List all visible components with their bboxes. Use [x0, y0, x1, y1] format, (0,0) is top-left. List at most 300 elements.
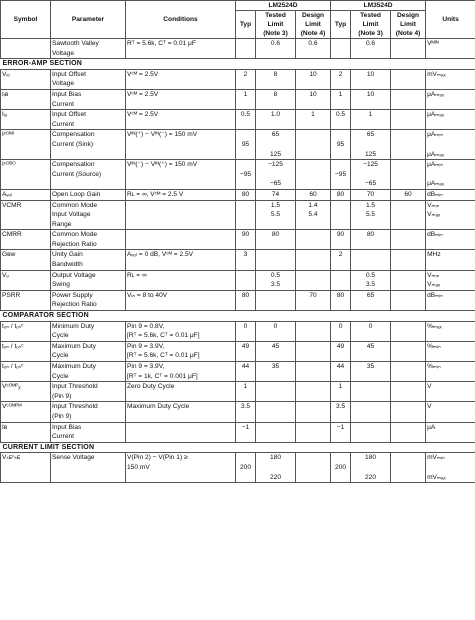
conditions-cell [126, 160, 236, 190]
cell-line: 0.6 [365, 40, 376, 47]
parameter-cell [51, 69, 126, 89]
lm2524d-tested-limit-cell [256, 362, 296, 382]
conditions-cell [126, 422, 236, 442]
header-design-line: (Note 4) [395, 30, 421, 37]
conditions-cell [126, 290, 236, 310]
lm2524d-typ-cell [236, 110, 256, 130]
units-cell [426, 89, 475, 109]
cell-line [332, 160, 349, 170]
cell-line [237, 150, 254, 160]
cell-line: 0 [368, 322, 373, 330]
cell-line: 2 [338, 251, 343, 259]
cell-line: 8 [273, 70, 278, 78]
cell-line: 0 [273, 322, 278, 330]
lm2524d-design-limit-cell [296, 382, 331, 402]
table-row [1, 130, 475, 160]
cell-line [332, 453, 349, 463]
cell-line [392, 382, 424, 392]
cell-line: Open Loop Gain [52, 190, 101, 198]
cell-line: 1 [243, 383, 248, 391]
lm2524d-tested-limit-cell [256, 69, 296, 89]
cell-line [332, 179, 349, 189]
lm3524d-tested-limit-cell [351, 453, 391, 483]
cell-line: 0 [243, 322, 248, 330]
cell-line: 5.4 [308, 211, 318, 219]
cell-line: Pin 9 = 0.8V, [127, 322, 165, 330]
lm2524d-tested-limit-cell [256, 189, 296, 200]
cell-line: Current [52, 433, 74, 441]
lm2524d-design-limit-cell [296, 321, 331, 341]
cell-line [297, 322, 329, 332]
conditions-cell [126, 130, 236, 160]
units-cell [426, 160, 475, 190]
units-cell [426, 422, 475, 442]
units-cell [426, 230, 475, 250]
cell-line [332, 473, 349, 483]
cell-line [392, 160, 424, 170]
cell-line: Common Mode [52, 231, 98, 239]
cell-line [392, 70, 424, 80]
lm3524d-typ-cell [331, 230, 351, 250]
lm3524d-typ-cell [331, 362, 351, 382]
cell-line [332, 271, 349, 281]
lm2524d-typ-cell [236, 402, 256, 422]
cell-line: Power Supply [52, 291, 93, 299]
lm3524d-typ-cell [331, 250, 351, 270]
table-row [1, 270, 475, 290]
cell-line: Vᶜᴹ = 2.5V [127, 70, 159, 78]
parameter-cell [51, 110, 126, 130]
cell-line: Rejection Ratio [52, 240, 97, 248]
cell-line: Pin 9 = 3.9V, [127, 342, 165, 350]
cell-line: 10 [309, 90, 317, 98]
cell-line [332, 201, 349, 211]
symbol-cell [1, 39, 51, 59]
cell-line: Zero Duty Cycle [127, 383, 175, 391]
lm2524d-typ-cell [236, 453, 256, 483]
header-design-limit [391, 11, 426, 39]
lm2524d-typ-cell [236, 321, 256, 341]
cell-line: Cycle [52, 352, 69, 360]
cell-line: 0 [338, 322, 343, 330]
conditions-cell [126, 39, 236, 59]
cell-line [297, 423, 329, 433]
cell-line [127, 423, 234, 433]
header-group-lm3524d: LM3524D [331, 1, 426, 11]
header-design-line: Limit [400, 21, 416, 28]
conditions-cell [126, 69, 236, 89]
symbol-cell: Vₒ [1, 270, 51, 290]
cell-line: 180 [269, 454, 281, 462]
parameter-cell [51, 453, 126, 483]
cell-line [392, 453, 424, 463]
table-row [1, 39, 475, 59]
cell-line: Minimum Duty [52, 322, 95, 330]
cell-line: −65 [364, 180, 377, 188]
cell-line: μAₘᵢₙ [427, 131, 444, 139]
cell-line [352, 402, 389, 412]
parameter-cell [51, 200, 126, 230]
conditions-cell [126, 382, 236, 402]
cell-line [392, 463, 424, 473]
symbol-cell: Vᵢₒ [1, 69, 51, 89]
cell-line [127, 230, 234, 240]
cell-line [392, 423, 424, 433]
symbol-cell: tₒₙ / tₒₛᶜ [1, 362, 51, 382]
units-cell [426, 362, 475, 382]
cell-line: 3.5 [365, 281, 376, 289]
lm3524d-design-limit-cell [391, 89, 426, 109]
cell-line [332, 150, 349, 160]
cell-line: −125 [268, 161, 283, 169]
lm2524d-typ-cell [236, 160, 256, 190]
lm3524d-design-limit-cell [391, 270, 426, 290]
lm2524d-typ-cell [236, 422, 256, 442]
lm2524d-typ-cell [236, 250, 256, 270]
symbol-cell: Iᵢₒ [1, 110, 51, 130]
conditions-cell [126, 453, 236, 483]
cell-line: 10 [366, 90, 375, 98]
cell-line [392, 179, 424, 189]
conditions-cell [126, 250, 236, 270]
cell-line [392, 140, 424, 150]
cell-line: Rʟ = ∞, Vᶜᴹ = 2.5 V [127, 190, 184, 198]
cell-line [297, 453, 329, 463]
header-tested-line: Limit [267, 21, 284, 28]
lm2524d-typ-cell [236, 39, 256, 59]
lm2524d-design-limit-cell [296, 270, 331, 290]
lm2524d-tested-limit-cell [256, 382, 296, 402]
cell-line: Output Voltage [52, 271, 96, 279]
cell-line: 220 [365, 473, 377, 481]
cell-line [392, 110, 424, 120]
cell-line [352, 382, 389, 392]
cell-line [427, 140, 474, 150]
lm3524d-design-limit-cell [391, 110, 426, 130]
header-design-line: Design [302, 12, 324, 19]
lm2524d-design-limit-cell [296, 453, 331, 483]
parameter-cell [51, 362, 126, 382]
cell-line: mVₘₐₓ [427, 473, 446, 481]
symbol-cell: Iᶜᴼᴮᴼ [1, 160, 51, 190]
cell-line: Input Bias [52, 90, 82, 98]
cell-line [257, 463, 294, 473]
lm2524d-typ-cell [236, 69, 256, 89]
cell-line: 1 [338, 383, 343, 391]
cell-line: Unity Gain [52, 251, 83, 259]
header-tested-line: (Note 3) [358, 30, 383, 37]
cell-line: Vᴹᴵᴺ [427, 40, 439, 47]
cell-line: 45 [271, 342, 280, 350]
cell-line [392, 130, 424, 140]
lm2524d-typ-cell [236, 270, 256, 290]
lm2524d-tested-limit-cell [256, 453, 296, 483]
section-title: COMPARATOR SECTION [1, 311, 475, 322]
cell-line: 1 [368, 111, 373, 119]
lm3524d-design-limit-cell [391, 341, 426, 361]
lm2524d-design-limit-cell [296, 341, 331, 361]
cell-line: −1 [241, 423, 250, 431]
table-row [1, 290, 475, 310]
cell-line: MHz [427, 251, 441, 259]
cell-line [237, 201, 254, 211]
spec-table-body [1, 1, 475, 483]
lm2524d-design-limit-cell [296, 402, 331, 422]
cell-line: 5.5 [365, 211, 376, 219]
cell-line: Vₘₐₓ [427, 281, 441, 289]
lm3524d-typ-cell [331, 402, 351, 422]
units-cell [426, 290, 475, 310]
symbol-cell: tₒₙ / tₒₛᶜ [1, 341, 51, 361]
cell-line [257, 423, 294, 433]
cell-line: [Rᵀ = 5.6k, Cᵀ = 0.01 μF] [127, 352, 200, 360]
cell-line: [Rᵀ = 5.6k, Cᵀ = 0.01 μF] [127, 332, 200, 340]
cell-line: 74 [271, 190, 280, 198]
cell-line [237, 453, 254, 463]
cell-line: 150 mV [127, 463, 150, 471]
cell-line: V [427, 383, 432, 391]
lm3524d-design-limit-cell [391, 189, 426, 200]
conditions-cell [126, 200, 236, 230]
parameter-cell [51, 89, 126, 109]
cell-line: 95 [336, 140, 345, 148]
cell-line [297, 362, 329, 372]
table-row [1, 402, 475, 422]
cell-line [297, 150, 329, 160]
table-row [1, 160, 475, 190]
table-row [1, 69, 475, 89]
cell-line [297, 250, 329, 260]
parameter-cell [51, 250, 126, 270]
cell-line: Common Mode [52, 201, 98, 209]
cell-line [297, 473, 329, 483]
cell-line: Compensation [52, 161, 95, 169]
lm3524d-typ-cell [331, 110, 351, 130]
cell-line: Current [52, 120, 74, 128]
lm3524d-tested-limit-cell [351, 110, 391, 130]
cell-line: [Rᵀ = 1k, Cᵀ = 0.001 μF] [127, 372, 198, 380]
units-cell [426, 321, 475, 341]
table-row [1, 362, 475, 382]
cell-line: Vᵢₙ = 8 to 40V [127, 291, 168, 299]
parameter-cell [51, 160, 126, 190]
cell-line: dBₘᵢₙ [427, 190, 443, 198]
lm3524d-tested-limit-cell [351, 160, 391, 190]
cell-line: Rʟ = ∞ [127, 271, 147, 279]
cell-line: V [427, 403, 432, 411]
cell-line: 220 [269, 473, 281, 481]
lm2524d-tested-limit-cell [256, 89, 296, 109]
lm2524d-design-limit-cell [296, 189, 331, 200]
lm3524d-typ-cell [331, 39, 351, 59]
cell-line: 65 [271, 131, 280, 139]
header-design-line: Design [397, 12, 420, 19]
cell-line: 80 [241, 291, 250, 299]
conditions-cell [126, 341, 236, 361]
cell-line: 8 [273, 90, 278, 98]
cell-line: 0.5 [335, 111, 346, 119]
header-design-line: Limit [305, 21, 321, 28]
lm3524d-design-limit-cell [391, 200, 426, 230]
lm3524d-design-limit-cell [391, 422, 426, 442]
cell-line [392, 322, 424, 332]
lm2524d-typ-cell [236, 189, 256, 200]
cell-line [237, 179, 254, 189]
section-title: ERROR-AMP SECTION [1, 59, 475, 70]
cell-line [392, 170, 424, 180]
cell-line: 1.5 [365, 201, 376, 209]
cell-line [352, 170, 389, 180]
symbol-cell: Iᶜᴼᴹᴵ [1, 130, 51, 160]
cell-line: 1 [338, 90, 343, 98]
cell-line: 3.5 [270, 281, 281, 289]
cell-line [352, 250, 389, 260]
lm3524d-tested-limit-cell [351, 89, 391, 109]
lm3524d-tested-limit-cell [351, 341, 391, 361]
cell-line: Input Threshold [52, 383, 98, 391]
cell-line: 1 [311, 111, 315, 119]
cell-line: μAₘₐₓ [427, 111, 444, 119]
lm2524d-tested-limit-cell [256, 130, 296, 160]
cell-line [257, 382, 294, 392]
cell-line: Vᴵᴺ(⁺) − Vᴵᴺ(⁻) = 150 mV [127, 131, 198, 139]
cell-line [297, 463, 329, 473]
units-cell [426, 110, 475, 130]
lm3524d-typ-cell [331, 290, 351, 310]
lm3524d-tested-limit-cell [351, 200, 391, 230]
parameter-cell [51, 422, 126, 442]
cell-line: Input Offset [52, 70, 86, 78]
cell-line: −95 [239, 170, 252, 178]
cell-line: dBₘᵢₙ [427, 231, 443, 239]
cell-line: Rᵀ = 5.6k, Cᵀ = 0.01 μF [127, 40, 196, 47]
cell-line: Vᶜᴹ = 2.5V [127, 111, 159, 119]
table-row [1, 89, 475, 109]
header-tested-limit [351, 11, 391, 39]
lm3524d-typ-cell [331, 270, 351, 290]
lm2524d-typ-cell [236, 362, 256, 382]
symbol-cell: Vᶜᴼᴹᴾᵪ [1, 382, 51, 402]
cell-line: 70 [366, 190, 375, 198]
cell-line: Current (Sink) [52, 140, 94, 148]
cell-line: −125 [363, 161, 378, 169]
cell-line: 1.0 [270, 111, 281, 119]
lm3524d-typ-cell [331, 453, 351, 483]
cell-line: 44 [336, 363, 345, 370]
parameter-cell [51, 402, 126, 422]
lm3524d-tested-limit-cell [351, 130, 391, 160]
cell-line: (Pin 9) [52, 412, 72, 420]
header-typ: Typ [331, 11, 351, 39]
parameter-cell [51, 382, 126, 402]
cell-line [392, 39, 424, 49]
section-header-row [1, 59, 475, 70]
cell-line: 1.4 [308, 201, 318, 209]
units-cell [426, 130, 475, 160]
header-tested-limit [256, 11, 296, 39]
cell-line [237, 160, 254, 170]
cell-line: 49 [241, 342, 250, 350]
cell-line: 10 [309, 70, 317, 78]
lm3524d-design-limit-cell [391, 250, 426, 270]
cell-line [297, 271, 329, 281]
cell-line: 180 [365, 454, 377, 462]
cell-line: −95 [334, 170, 347, 178]
cell-line: 5.5 [270, 211, 281, 219]
cell-line: Voltage [52, 49, 74, 57]
cell-line [237, 130, 254, 140]
lm3524d-design-limit-cell [391, 402, 426, 422]
lm3524d-tested-limit-cell [351, 230, 391, 250]
symbol-cell: CMRR [1, 230, 51, 250]
cell-line: Pin 9 = 3.9V, [127, 363, 165, 370]
cell-line: μAₘₐₓ [427, 150, 444, 158]
cell-line [352, 140, 389, 150]
lm2524d-design-limit-cell [296, 200, 331, 230]
cell-line: %ₘₐₓ [427, 322, 442, 330]
cell-line: 70 [309, 291, 317, 299]
lm2524d-design-limit-cell [296, 422, 331, 442]
conditions-cell [126, 321, 236, 341]
table-row [1, 321, 475, 341]
cell-line: %ₘᵢₙ [427, 342, 441, 350]
table-row [1, 110, 475, 130]
cell-line [257, 291, 294, 301]
cell-line [237, 271, 254, 281]
cell-line: 125 [269, 150, 281, 158]
cell-line: 80 [336, 291, 345, 299]
cell-line [257, 140, 294, 150]
cell-line: 0.5 [240, 111, 251, 119]
lm3524d-typ-cell [331, 69, 351, 89]
conditions-cell [126, 89, 236, 109]
cell-line: 60 [404, 190, 412, 198]
cell-line: 10 [366, 70, 375, 78]
section-header-row [1, 311, 475, 322]
cell-line: μA [427, 423, 436, 431]
units-cell [426, 200, 475, 230]
symbol-cell: Iʙ [1, 422, 51, 442]
cell-line [297, 179, 329, 189]
lm3524d-design-limit-cell [391, 230, 426, 250]
conditions-cell [126, 230, 236, 250]
cell-line: Compensation [52, 131, 95, 139]
lm2524d-design-limit-cell [296, 130, 331, 160]
header-group-lm2524d: LM2524D [236, 1, 331, 11]
cell-line: 2 [243, 70, 248, 78]
units-cell [426, 69, 475, 89]
lm3524d-typ-cell [331, 189, 351, 200]
units-cell [426, 250, 475, 270]
lm2524d-tested-limit-cell [256, 341, 296, 361]
lm3524d-tested-limit-cell [351, 382, 391, 402]
conditions-cell [126, 362, 236, 382]
cell-line [427, 170, 474, 180]
cell-line: −65 [269, 180, 282, 188]
cell-line: 125 [365, 150, 377, 158]
lm2524d-design-limit-cell [296, 39, 331, 59]
lm2524d-design-limit-cell [296, 69, 331, 89]
cell-line: Current (Source) [52, 170, 102, 178]
cell-line [297, 140, 329, 150]
cell-line [297, 402, 329, 412]
lm2524d-design-limit-cell [296, 250, 331, 270]
section-header-row [1, 442, 475, 453]
cell-line [237, 473, 254, 483]
cell-line [297, 342, 329, 352]
cell-line: 80 [271, 231, 280, 239]
symbol-cell: PSRR [1, 290, 51, 310]
